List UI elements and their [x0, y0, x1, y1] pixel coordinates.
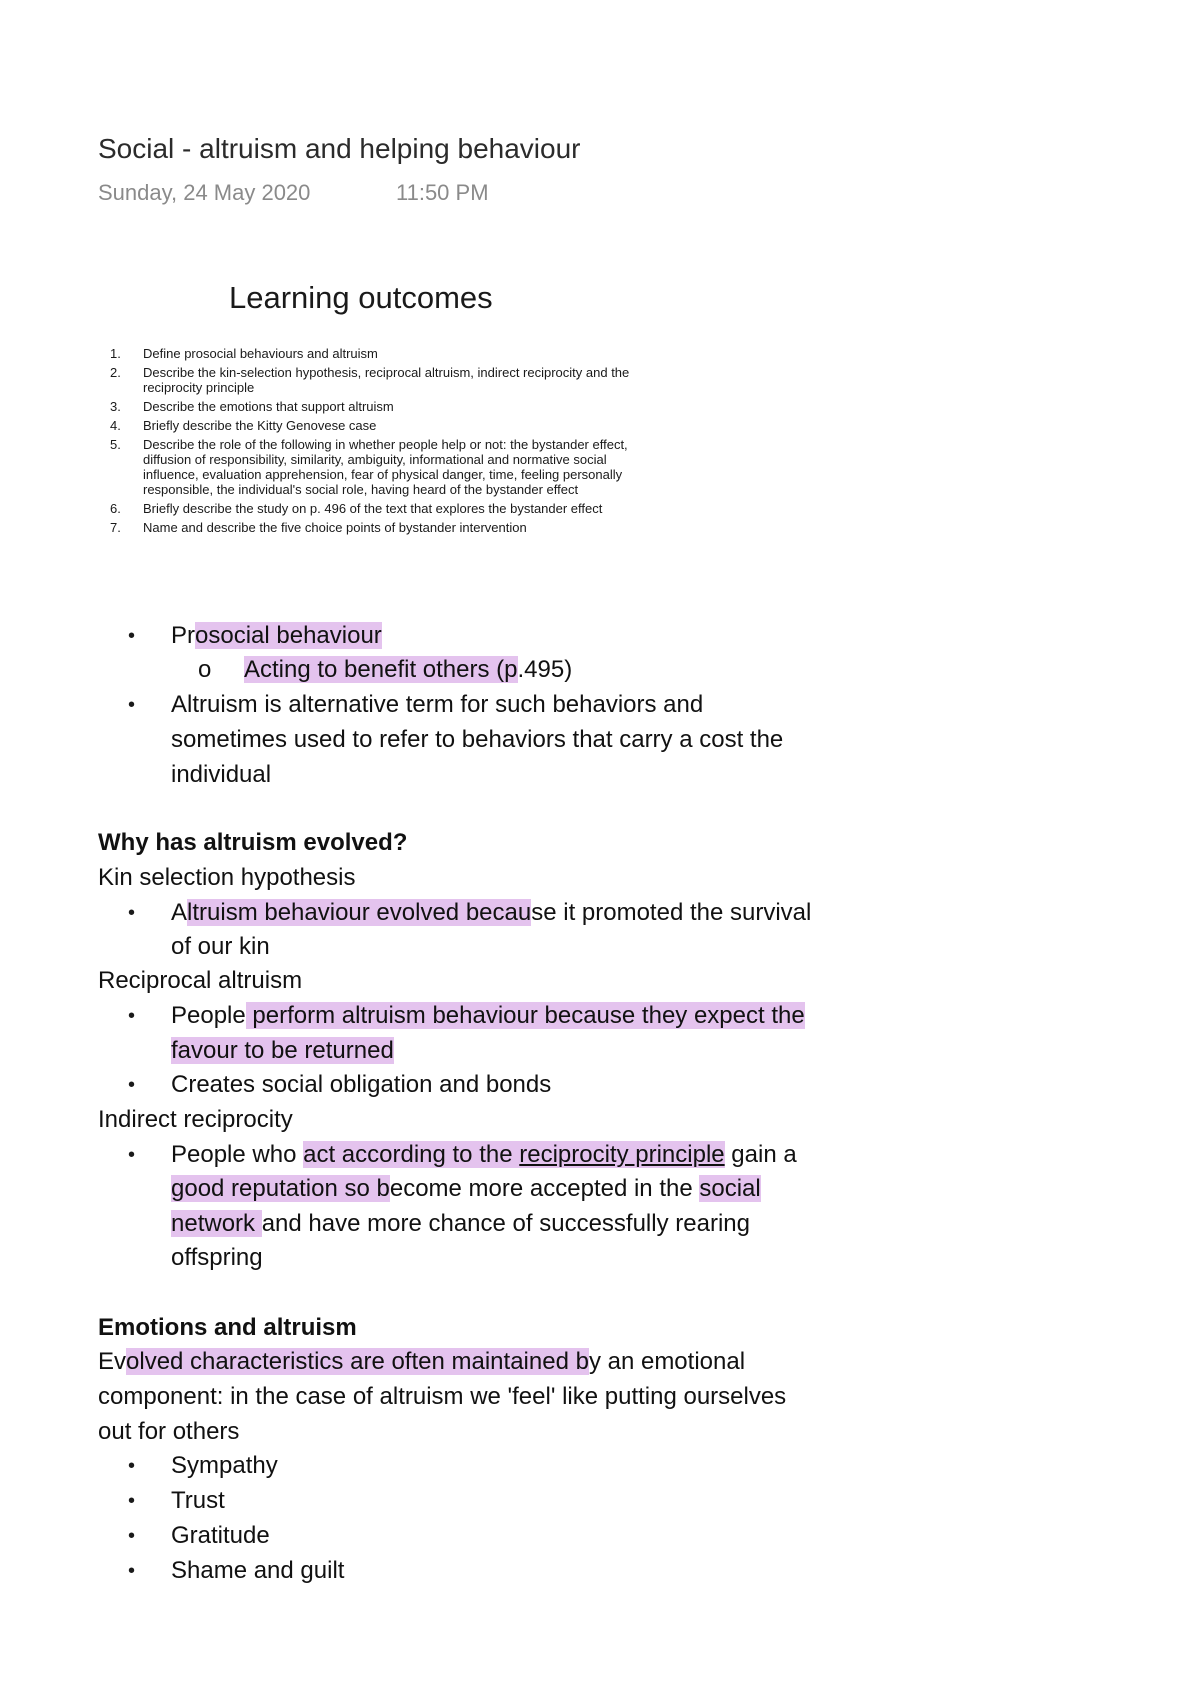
reciprocal-bonds: Creates social obligation and bonds	[171, 1071, 552, 1098]
bullet-icon: •	[128, 1074, 136, 1096]
emotion-item: Trust	[171, 1487, 225, 1514]
altruism-line-3: individual	[171, 761, 272, 788]
emotion-item: Shame and guilt	[171, 1557, 345, 1584]
list-item: 7. Name and describe the five choice points of bystander intervention	[110, 520, 527, 535]
emotions-line-3: out for others	[98, 1418, 240, 1445]
emotions-line-1: Evolved characteristics are often maintained by an emotional	[98, 1348, 746, 1375]
section-heading-evolved: Why has altruism evolved?	[98, 829, 408, 856]
bullet-icon: •	[128, 1005, 136, 1027]
list-item: 4. Briefly describe the Kitty Genovese case	[110, 418, 377, 433]
prosocial-definition: Acting to benefit others (p.495)	[244, 656, 573, 683]
bullet-icon: •	[128, 902, 136, 924]
indirect-reciprocity-title: Indirect reciprocity	[98, 1106, 293, 1133]
sub-bullet-marker: o	[198, 656, 212, 683]
bullet-icon: •	[128, 1560, 136, 1582]
section-heading-emotions: Emotions and altruism	[98, 1314, 357, 1341]
altruism-line-2: sometimes used to refer to behaviors that carry a cost the	[171, 726, 784, 753]
altruism-line-1: Altruism is alternative term for such behaviors and	[171, 691, 704, 718]
page-time: 11:50 PM	[396, 180, 489, 205]
indirect-line-1: People who act according to the reciprocity principle gain a	[171, 1141, 797, 1168]
page-date: Sunday, 24 May 2020	[98, 180, 311, 205]
kin-line-2: of our kin	[171, 933, 270, 960]
bullet-icon: •	[128, 694, 136, 716]
page-title: Social - altruism and helping behaviour	[98, 133, 581, 164]
list-item: 6. Briefly describe the study on p. 496 of the text that explores the bystander effect	[110, 501, 603, 516]
bullet-icon: •	[128, 625, 136, 647]
list-item: 5. Describe the role of the following in whether people help or not: the bystander effect, diffusion of responsibility, similarity, ambiguity, informational and normative social influence, evaluation apprehension, fear of physical danger, time, feeling personally responsible, the individual's social role, having heard of the bystander effect	[110, 437, 628, 497]
indirect-line-3: network and have more chance of successfully rearing	[171, 1210, 750, 1237]
learning-outcomes-list	[110, 346, 630, 539]
reciprocal-altruism-title: Reciprocal altruism	[98, 967, 303, 994]
reciprocal-line-1: People perform altruism behaviour because they expect the	[171, 1002, 805, 1029]
bullet-icon: •	[128, 1455, 136, 1477]
indirect-line-2: good reputation so become more accepted in the social	[171, 1175, 761, 1202]
emotion-item: Gratitude	[171, 1522, 270, 1549]
bullet-icon: •	[128, 1144, 136, 1166]
list-item: 1. Define prosocial behaviours and altruism	[110, 346, 378, 361]
list-item: 3. Describe the emotions that support altruism	[110, 399, 394, 414]
bullet-icon: •	[128, 1490, 136, 1512]
list-item: 2. Describe the kin-selection hypothesis, reciprocal altruism, indirect reciprocity and the reciprocity principle	[110, 365, 630, 395]
emotion-item: Sympathy	[171, 1452, 278, 1479]
prosocial-line: Prosocial behaviour	[171, 622, 382, 649]
learning-outcomes-heading: Learning outcomes	[229, 280, 493, 315]
kin-line-1: Altruism behaviour evolved because it promoted the survival	[171, 899, 812, 926]
emotions-line-2: component: in the case of altruism we 'feel' like putting ourselves	[98, 1383, 787, 1410]
bullet-icon: •	[128, 1525, 136, 1547]
reciprocal-line-2: favour to be returned	[171, 1037, 394, 1064]
kin-selection-title: Kin selection hypothesis	[98, 864, 356, 891]
indirect-line-4: offspring	[171, 1244, 263, 1271]
